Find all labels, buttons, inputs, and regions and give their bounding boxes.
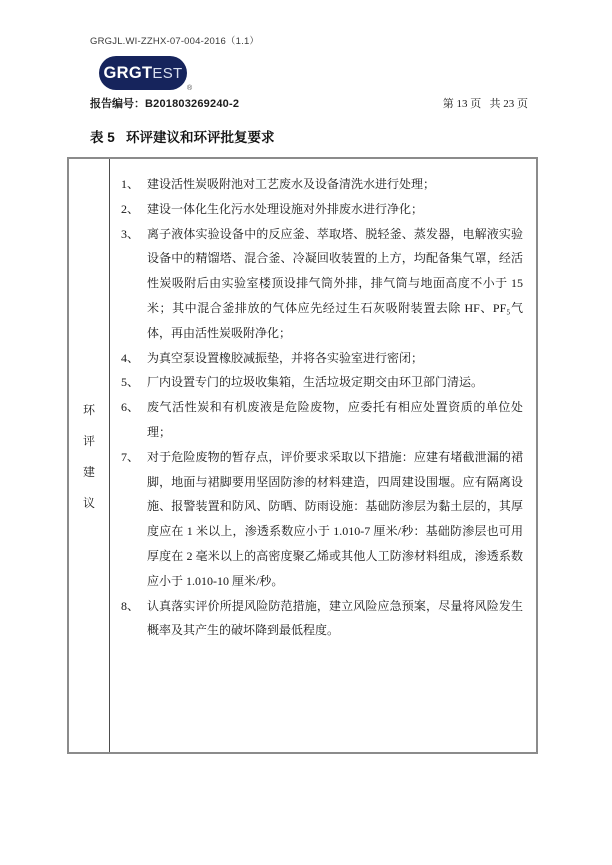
- item-number: 8、: [121, 598, 140, 613]
- item-text: 废气活性炭和有机废液是危险废物，应委托有相应处置资质的单位处理；: [147, 400, 523, 439]
- item-text: 建设活性炭吸附池对工艺废水及设备清洗水进行处理；: [147, 177, 436, 191]
- report-number-label: 报告编号：: [90, 98, 145, 110]
- logo-text-bold: GRGT: [103, 63, 153, 82]
- item-text: 对于危险废物的暂存点，评价要求采取以下措施：应建有堵截泄漏的裙脚，地面与裙脚要用坚固防渗的材料建造，四周建设围堰。应有隔离设施、报警装置和防风、防晒、防雨设施：基础防渗层为黏土层的，其厚度应在 1 米以上，渗透系数应小于 1.010-7 厘米/秒：基础防渗层也可用厚度在 2 毫米以上的高密度聚乙烯或其他人工防渗材料组成，渗透系数应小于 1.010-10 厘米/秒。: [147, 449, 523, 588]
- item-number: 3、: [121, 226, 140, 241]
- item-text: 为真空泵设置橡胶减振垫，并将各实验室进行密闭；: [147, 350, 424, 365]
- item-text: 认真落实评价所提风险防范措施，建立风险应急预案，尽量将风险发生概率及其产生的破坏降到最低程度。: [147, 598, 523, 638]
- item-text: 离子液体实验设备中的反应釜、萃取塔、脱轻釜、蒸发器，电解液实验设备中的精馏塔、混合釜、冷凝回收装置的上方，均配备集气罩，经活性炭吸附后由实验室楼顶设排气筒外排，排气筒与地面高度不小于 15 米；其中混合釜排放的气体应先经过生石灰吸附装置去除 HF、PF₅气体，再由活性炭吸附净化；: [147, 226, 523, 340]
- requirement-item: [121, 370, 523, 395]
- row-header-char: 建: [82, 464, 95, 479]
- requirement-item: [121, 346, 523, 371]
- row-header-char: 环: [82, 402, 95, 417]
- eia-requirements-table: [67, 157, 538, 754]
- requirement-item: [121, 445, 523, 594]
- item-number: 2、: [121, 201, 140, 216]
- row-header-vertical-label: [69, 159, 110, 752]
- row-header-char: 议: [82, 495, 95, 510]
- item-number: 6、: [121, 400, 140, 415]
- item-number: 1、: [121, 177, 140, 191]
- requirement-item: [121, 222, 523, 346]
- document-code: GRGJL.WI-ZZHX-07-004-2016（1.1）: [90, 36, 260, 47]
- requirements-content-cell: [110, 159, 536, 752]
- item-number: 7、: [121, 449, 140, 464]
- report-number-value: B201803269240-2: [145, 98, 240, 110]
- page-indicator: 第 13 页 共 23 页: [442, 98, 528, 110]
- table-title: 表 5 环评建议和环评批复要求: [90, 130, 275, 145]
- grgtest-logo: [99, 56, 187, 90]
- row-header-char: 评: [82, 433, 95, 448]
- logo-text-light: EST: [152, 64, 183, 82]
- requirement-item: [121, 197, 523, 222]
- item-number: 5、: [121, 375, 140, 390]
- requirement-item: [121, 594, 523, 644]
- requirement-item: [121, 172, 523, 197]
- item-text: 厂内设置专门的垃圾收集箱，生活垃圾定期交由环卫部门清运。: [147, 375, 484, 390]
- report-header-row: [90, 95, 528, 111]
- registered-trademark-icon: ®: [187, 85, 193, 92]
- requirement-item: [121, 395, 523, 445]
- item-text: 建设一体化生化污水处理设施对外排废水进行净化；: [147, 201, 424, 216]
- report-number-group: [90, 95, 239, 111]
- item-number: 4、: [121, 350, 140, 365]
